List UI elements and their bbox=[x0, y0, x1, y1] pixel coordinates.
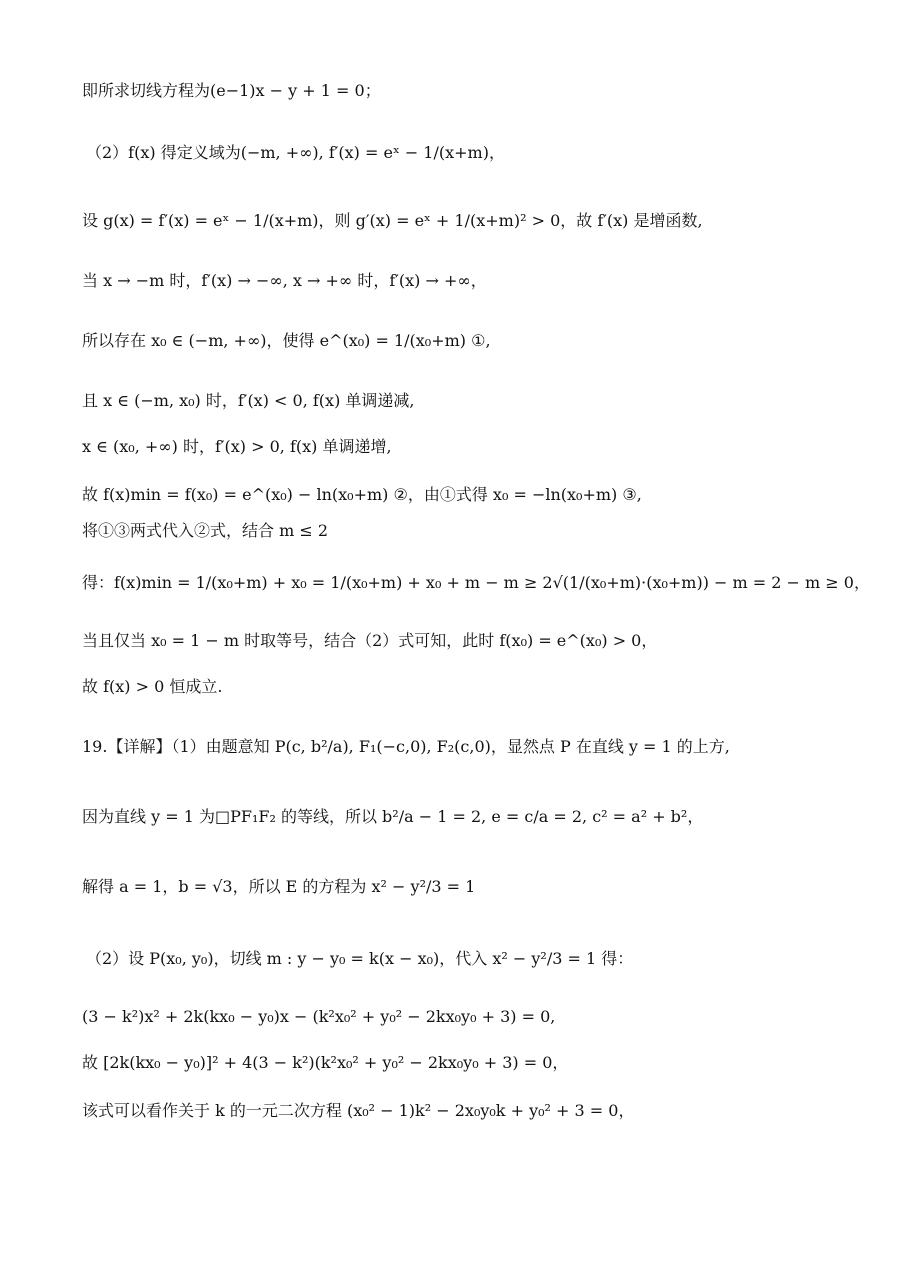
text-line-16: （2）设 P(x₀, y₀)，切线 m : y − y₀ = k(x − x₀)，代入 x² − y²/3 = 1 得： bbox=[86, 949, 634, 968]
text-line-15: 解得 a = 1，b = √3，所以 E 的方程为 x² − y²/3 = 1 bbox=[82, 877, 476, 896]
text-line-3: 设 g(x) = f′(x) = eˣ − 1/(x+m)，则 g′(x) = eˣ + 1/(x+m)² > 0，故 f′(x) 是增函数, bbox=[82, 211, 703, 230]
text-line-9: 将①③两式代入②式，结合 m ≤ 2 bbox=[82, 521, 329, 540]
text-line-17: (3 − k²)x² + 2k(kx₀ − y₀)x − (k²x₀² + y₀² − 2kx₀y₀ + 3) = 0, bbox=[82, 1007, 556, 1026]
text-line-7: x ∈ (x₀, +∞) 时，f′(x) > 0, f(x) 单调递增, bbox=[82, 437, 392, 456]
text-line-11: 当且仅当 x₀ = 1 − m 时取等号，结合（2）式可知，此时 f(x₀) = e^(x₀) > 0， bbox=[82, 631, 658, 650]
text-line-10: 得：f(x)min = 1/(x₀+m) + x₀ = 1/(x₀+m) + x₀ + m − m ≥ 2√(1/(x₀+m)·(x₀+m)) − m = 2 − m ≥ 0， bbox=[82, 573, 870, 592]
text-line-6: 且 x ∈ (−m, x₀) 时，f′(x) < 0, f(x) 单调递减, bbox=[82, 391, 415, 410]
text-line-18: 故 [2k(kx₀ − y₀)]² + 4(3 − k²)(k²x₀² + y₀² − 2kx₀y₀ + 3) = 0， bbox=[82, 1053, 569, 1072]
text-line-1: 即所求切线方程为(e−1)x − y + 1 = 0； bbox=[82, 81, 381, 100]
text-line-5: 所以存在 x₀ ∈ (−m, +∞)，使得 e^(x₀) = 1/(x₀+m) ①, bbox=[82, 331, 491, 350]
text-line-19: 该式可以看作关于 k 的一元二次方程 (x₀² − 1)k² − 2x₀y₀k + y₀² + 3 = 0， bbox=[82, 1101, 635, 1120]
text-line-14: 因为直线 y = 1 为□PF₁F₂ 的等线，所以 b²/a − 1 = 2, e = c/a = 2, c² = a² + b²， bbox=[82, 807, 704, 826]
text-line-2: （2）f(x) 得定义域为(−m, +∞), f′(x) = eˣ − 1/(x+m)， bbox=[86, 143, 505, 162]
text-line-8: 故 f(x)min = f(x₀) = e^(x₀) − ln(x₀+m) ②，由①式得 x₀ = −ln(x₀+m) ③, bbox=[82, 485, 642, 504]
text-line-12: 故 f(x) > 0 恒成立. bbox=[82, 677, 223, 696]
text-line-4: 当 x → −m 时，f′(x) → −∞, x → +∞ 时，f′(x) → +∞， bbox=[82, 271, 487, 290]
text-line-13: 19.【详解】（1）由题意知 P(c, b²/a), F₁(−c,0), F₂(c,0)，显然点 P 在直线 y = 1 的上方, bbox=[82, 737, 730, 756]
